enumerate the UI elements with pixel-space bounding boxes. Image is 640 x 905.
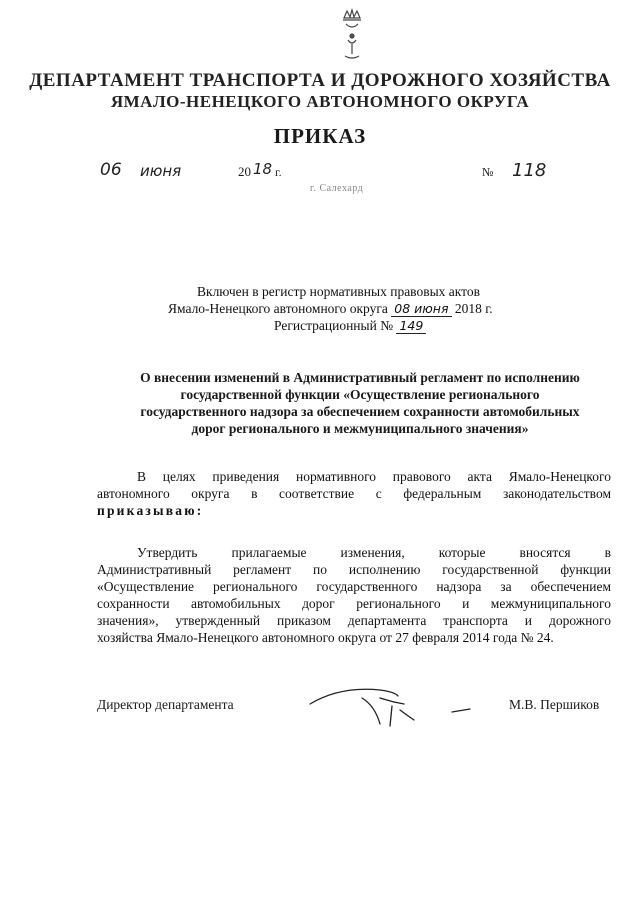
order-year-suffix: г. (275, 165, 282, 179)
paragraph-line: значения», утвержденный приказом департамента транспорта и дорожного (97, 613, 611, 628)
registration-line1: Включен в регистр нормативных правовых актов (197, 284, 481, 299)
paragraph-line: «Осуществление регионального государственного надзора за обеспечением (97, 579, 611, 594)
order-verb: приказываю: (97, 503, 204, 518)
coat-of-arms-emblem (332, 8, 372, 66)
resolution-paragraph (97, 544, 611, 646)
paragraph-line: сохранности автомобильных дорог регионального и межмуниципального (97, 596, 611, 611)
order-date-day: 06 (100, 160, 122, 180)
registration-date-handwritten: 08 июня (391, 302, 451, 317)
subject-line: государственного надзора за обеспечением сохранности автомобильных (140, 404, 580, 419)
registration-number-label: Регистрационный № (274, 318, 394, 333)
paragraph-line: В целях приведения нормативного правового акта Ямало-Ненецкого (137, 469, 611, 484)
subject-line: дорог регионального и межмуниципального значения» (191, 421, 529, 436)
registration-line2 (168, 301, 493, 317)
order-subject (100, 369, 620, 437)
signatory-name: М.В. Першиков (509, 697, 600, 712)
registration-year: 2018 г. (454, 301, 493, 316)
signatory-position: Директор департамента (97, 697, 234, 712)
department-name-line2: ЯМАЛО-НЕНЕЦКОГО АВТОНОМНОГО ОКРУГА (110, 92, 530, 111)
order-year-handwritten: 18 (253, 160, 273, 178)
document-title: ПРИКАЗ (273, 124, 367, 148)
paragraph-line: Утвердить прилагаемые изменения, которые вносятся в (137, 545, 611, 560)
order-date-month: июня (140, 162, 182, 180)
registration-region: Ямало-Ненецкого автономного округа (168, 301, 388, 316)
department-name-line1: ДЕПАРТАМЕНТ ТРАНСПОРТА И ДОРОЖНОГО ХОЗЯЙСТВА (29, 70, 611, 91)
order-year-prefix: 20 (238, 164, 251, 179)
city-label: г. Салехард (310, 183, 364, 194)
paragraph-line: автономного округа в соответствие с федеральным законодательством (97, 486, 611, 501)
subject-line: государственной функции «Осуществление регионального (180, 387, 540, 402)
subject-line: О внесении изменений в Административный регламент по исполнению (140, 370, 580, 385)
paragraph-line: Административный регламент по исполнению государственной функции (97, 562, 611, 577)
handwritten-signature (300, 676, 480, 736)
order-number: 118 (512, 160, 547, 181)
registration-line3 (274, 318, 426, 334)
preamble-paragraph (97, 468, 611, 519)
paragraph-line: хозяйства Ямало-Ненецкого автономного округа от 27 февраля 2014 года № 24. (97, 630, 554, 645)
registration-number-handwritten: 149 (396, 319, 426, 334)
order-number-sign: № (482, 165, 494, 179)
